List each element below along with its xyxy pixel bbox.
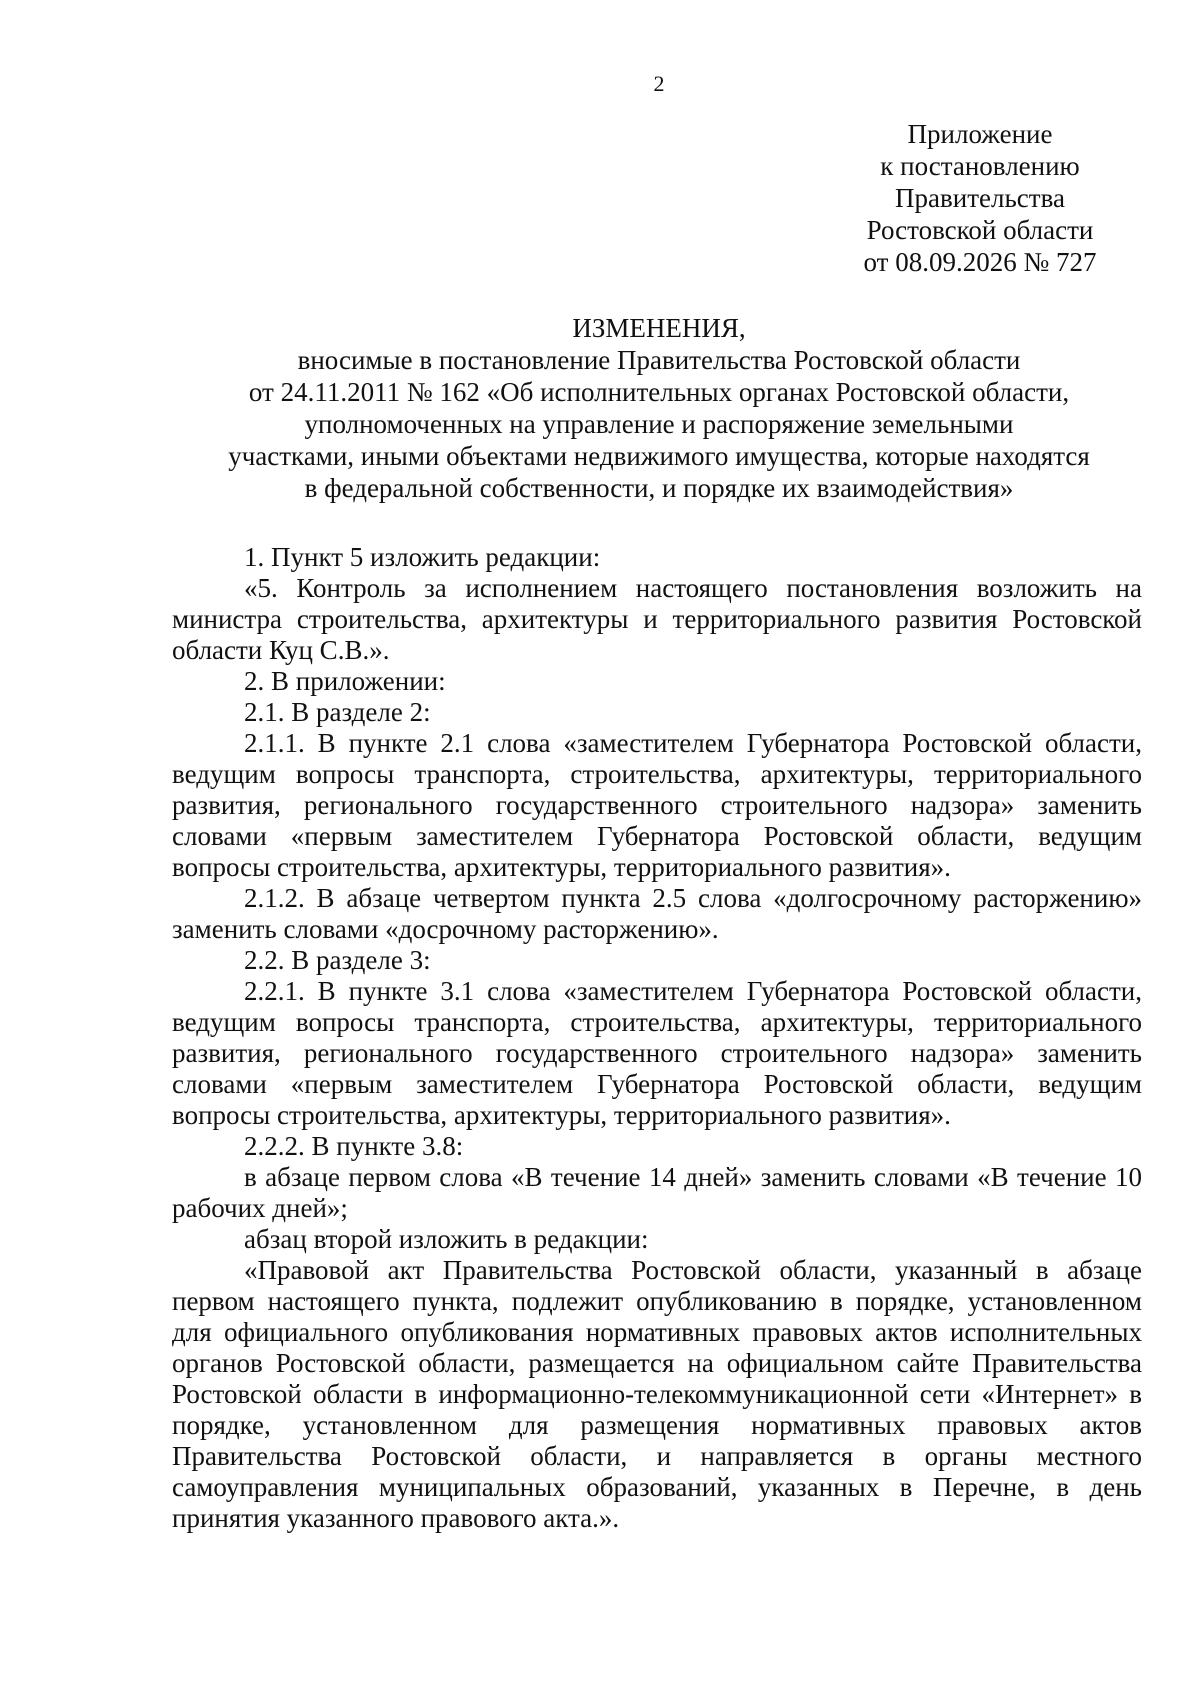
appendix-block <box>830 118 1130 278</box>
appendix-line: к постановлению <box>880 151 1080 181</box>
page-number: 2 <box>653 71 665 96</box>
document-title <box>172 312 1146 504</box>
paragraph: в абзаце первом слова «В течение 14 дней» заменить словами «В течение 10 рабочих дней»; <box>172 1162 1142 1223</box>
paragraph: абзац второй изложить в редакции: <box>244 1224 649 1254</box>
title-subtitle-line: вносимые в постановление Правительства Ростовской области <box>297 345 1021 375</box>
title-subtitle-line: уполномоченных на управление и распоряжение земельными <box>304 409 1014 439</box>
paragraph: «5. Контроль за исполнением настоящего постановления возложить на министра строительства, архитектуры и территориального развития Ростовской области Куц С.В.». <box>172 573 1142 665</box>
paragraph: «Правовой акт Правительства Ростовской области, указанный в абзаце первом настоящего пункта, подлежит опубликованию в порядке, установленном для официального опубликования нормативных правовых актов исполнительных органов Ростовской области, размещается на официальном сайте Правительства Ростовской области в информационно-телекоммуникационной сети «Интернет» в порядке, установленном для размещения нормативных правовых актов Правительства Ростовской области, и направляется в органы местного самоуправления муниципальных образований, указанных в Перечне, в день принятия указанного правового акта.». <box>172 1255 1142 1533</box>
paragraph: 2.1. В разделе 2: <box>244 697 431 727</box>
paragraph: 2.2.2. В пункте 3.8: <box>244 1131 464 1161</box>
paragraph: 2.1.1. В пункте 2.1 слова «заместителем Губернатора Ростовской области, ведущим вопросы транспорта, строительства, архитектуры, территориального развития, регионального государственного строительного надзора» заменить словами «первым заместителем Губернатора Ростовской области, ведущим вопросы строительства, архитектуры, территориального развития». <box>172 728 1142 882</box>
title-subtitle-line: от 24.11.2011 № 162 «Об исполнительных органах Ростовской области, <box>248 377 1070 407</box>
paragraph: 2.2.1. В пункте 3.1 слова «заместителем Губернатора Ростовской области, ведущим вопросы транспорта, строительства, архитектуры, территориального развития, регионального государственного строительного надзора» заменить словами «первым заместителем Губернатора Ростовской области, ведущим вопросы строительства, архитектуры, территориального развития». <box>172 976 1142 1130</box>
title-subtitle-line: участками, иными объектами недвижимого имущества, которые находятся <box>228 441 1090 471</box>
appendix-line: Правительства <box>895 183 1065 213</box>
paragraph: 2.1.2. В абзаце четвертом пункта 2.5 слова «долгосрочному расторжению» заменить словами «досрочному расторжению». <box>172 883 1142 944</box>
title-heading: ИЗМЕНЕНИЯ, <box>572 313 746 343</box>
document-body <box>172 542 1142 1534</box>
appendix-line: Приложение <box>907 119 1053 149</box>
paragraph: 2. В приложении: <box>244 666 446 696</box>
paragraph: 2.2. В разделе 3: <box>244 945 431 975</box>
paragraph: 1. Пункт 5 изложить редакции: <box>244 542 601 572</box>
appendix-line: от 08.09.2026 № 727 <box>863 247 1097 277</box>
title-subtitle-line: в федеральной собственности, и порядке их взаимодействия» <box>304 473 1014 503</box>
appendix-line: Ростовской области <box>866 215 1094 245</box>
